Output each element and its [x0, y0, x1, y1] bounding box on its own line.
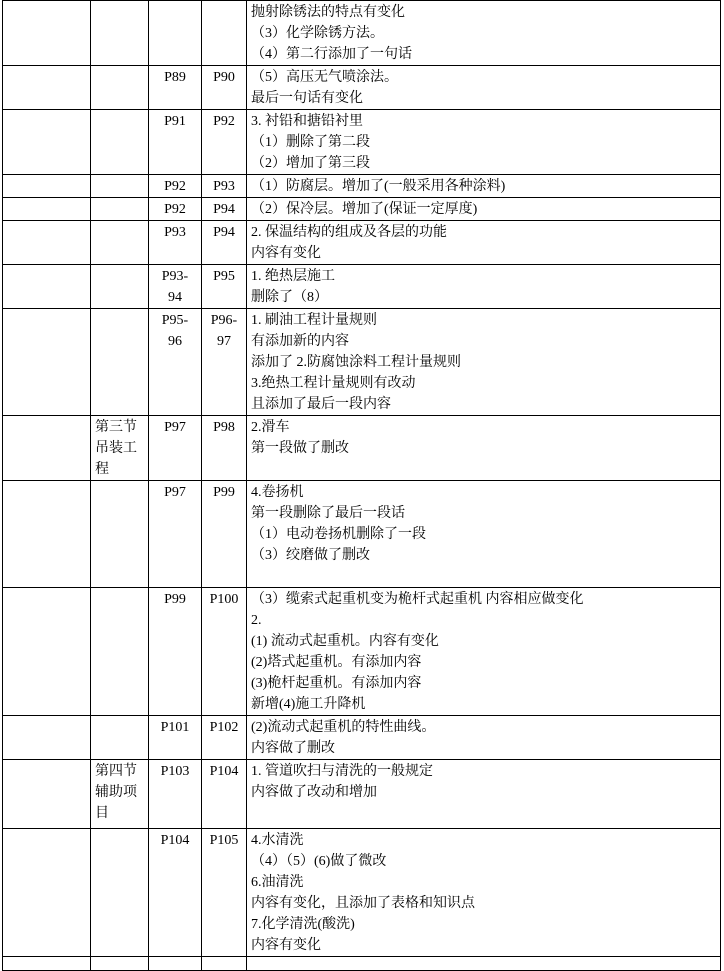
old-page-cell — [149, 957, 202, 971]
section-cell — [91, 66, 149, 110]
new-page-cell: P100 — [202, 588, 247, 716]
description-cell: 1. 管道吹扫与清洗的一般规定 内容做了改动和增加 — [247, 760, 721, 829]
old-page-cell: P89 — [149, 66, 202, 110]
new-page-cell — [202, 1, 247, 66]
old-page-cell: P104 — [149, 829, 202, 957]
section-cell: 第三节吊装工程 — [91, 416, 149, 481]
new-page-cell: P96- 97 — [202, 309, 247, 416]
section-cell — [91, 481, 149, 588]
new-page-cell: P94 — [202, 198, 247, 221]
old-page-cell: P93- 94 — [149, 265, 202, 309]
margin-cell — [3, 760, 91, 829]
table-row — [3, 175, 721, 198]
description-cell: （5）高压无气喷涂法。 最后一句话有变化 — [247, 66, 721, 110]
description-cell: （1）防腐层。增加了(一般采用各种涂料) — [247, 175, 721, 198]
new-page-cell — [202, 957, 247, 971]
table-row — [3, 481, 721, 588]
description-cell: （3）缆索式起重机变为桅杆式起重机 内容相应做变化 2. (1) 流动式起重机。内容有变化 (2)塔式起重机。有添加内容 (3)桅杆起重机。有添加内容 新增(4)施工升降机 — [247, 588, 721, 716]
table-row — [3, 416, 721, 481]
section-cell — [91, 175, 149, 198]
new-page-cell: P98 — [202, 416, 247, 481]
section-cell — [91, 110, 149, 175]
section-cell — [91, 221, 149, 265]
old-page-cell: P95- 96 — [149, 309, 202, 416]
new-page-cell: P93 — [202, 175, 247, 198]
old-page-cell: P97 — [149, 416, 202, 481]
new-page-cell: P102 — [202, 716, 247, 760]
description-cell: 4.卷扬机 第一段删除了最后一段话 （1）电动卷扬机删除了一段 （3）绞磨做了删改 — [247, 481, 721, 588]
table-body — [3, 1, 721, 971]
margin-cell — [3, 110, 91, 175]
table-row — [3, 716, 721, 760]
table-row — [3, 309, 721, 416]
description-cell: 抛射除锈法的特点有变化 （3）化学除锈方法。 （4）第二行添加了一句话 — [247, 1, 721, 66]
table-row — [3, 588, 721, 716]
margin-cell — [3, 1, 91, 66]
old-page-cell: P99 — [149, 588, 202, 716]
old-page-cell: P93 — [149, 221, 202, 265]
section-cell — [91, 198, 149, 221]
margin-cell — [3, 265, 91, 309]
table-row — [3, 957, 721, 971]
margin-cell — [3, 175, 91, 198]
table-row — [3, 221, 721, 265]
section-cell — [91, 588, 149, 716]
table-row — [3, 760, 721, 829]
margin-cell — [3, 309, 91, 416]
description-cell: （2）保冷层。增加了(保证一定厚度) — [247, 198, 721, 221]
margin-cell — [3, 829, 91, 957]
description-cell — [247, 957, 721, 971]
table-row — [3, 265, 721, 309]
new-page-cell: P90 — [202, 66, 247, 110]
margin-cell — [3, 588, 91, 716]
section-cell: 第四节辅助项目 — [91, 760, 149, 829]
description-cell: 2.滑车 第一段做了删改 — [247, 416, 721, 481]
margin-cell — [3, 481, 91, 588]
description-cell: 1. 刷油工程计量规则 有添加新的内容 添加了 2.防腐蚀涂料工程计量规则 3.绝热工程计量规则有改动 且添加了最后一段内容 — [247, 309, 721, 416]
old-page-cell: P92 — [149, 198, 202, 221]
margin-cell — [3, 716, 91, 760]
new-page-cell: P95 — [202, 265, 247, 309]
table-row — [3, 829, 721, 957]
section-cell — [91, 265, 149, 309]
description-cell: 4.水清洗 （4）（5）(6)做了微改 6.油清洗 内容有变化，且添加了表格和知识点 7.化学清洗(酸洗) 内容有变化 — [247, 829, 721, 957]
new-page-cell: P104 — [202, 760, 247, 829]
margin-cell — [3, 957, 91, 971]
margin-cell — [3, 198, 91, 221]
table-row — [3, 1, 721, 66]
old-page-cell: P92 — [149, 175, 202, 198]
section-cell — [91, 716, 149, 760]
new-page-cell: P105 — [202, 829, 247, 957]
table-row — [3, 198, 721, 221]
old-page-cell: P101 — [149, 716, 202, 760]
section-cell — [91, 1, 149, 66]
description-cell: (2)流动式起重机的特性曲线。 内容做了删改 — [247, 716, 721, 760]
old-page-cell: P103 — [149, 760, 202, 829]
margin-cell — [3, 66, 91, 110]
section-cell — [91, 309, 149, 416]
revision-table — [2, 0, 721, 971]
new-page-cell: P94 — [202, 221, 247, 265]
section-cell — [91, 829, 149, 957]
description-cell: 1. 绝热层施工 删除了（8） — [247, 265, 721, 309]
new-page-cell: P99 — [202, 481, 247, 588]
table-row — [3, 110, 721, 175]
old-page-cell: P91 — [149, 110, 202, 175]
new-page-cell: P92 — [202, 110, 247, 175]
margin-cell — [3, 221, 91, 265]
margin-cell — [3, 416, 91, 481]
table-row — [3, 66, 721, 110]
description-cell: 2. 保温结构的组成及各层的功能 内容有变化 — [247, 221, 721, 265]
description-cell: 3. 衬铅和搪铅衬里 （1）删除了第二段 （2）增加了第三段 — [247, 110, 721, 175]
old-page-cell — [149, 1, 202, 66]
old-page-cell: P97 — [149, 481, 202, 588]
section-cell — [91, 957, 149, 971]
